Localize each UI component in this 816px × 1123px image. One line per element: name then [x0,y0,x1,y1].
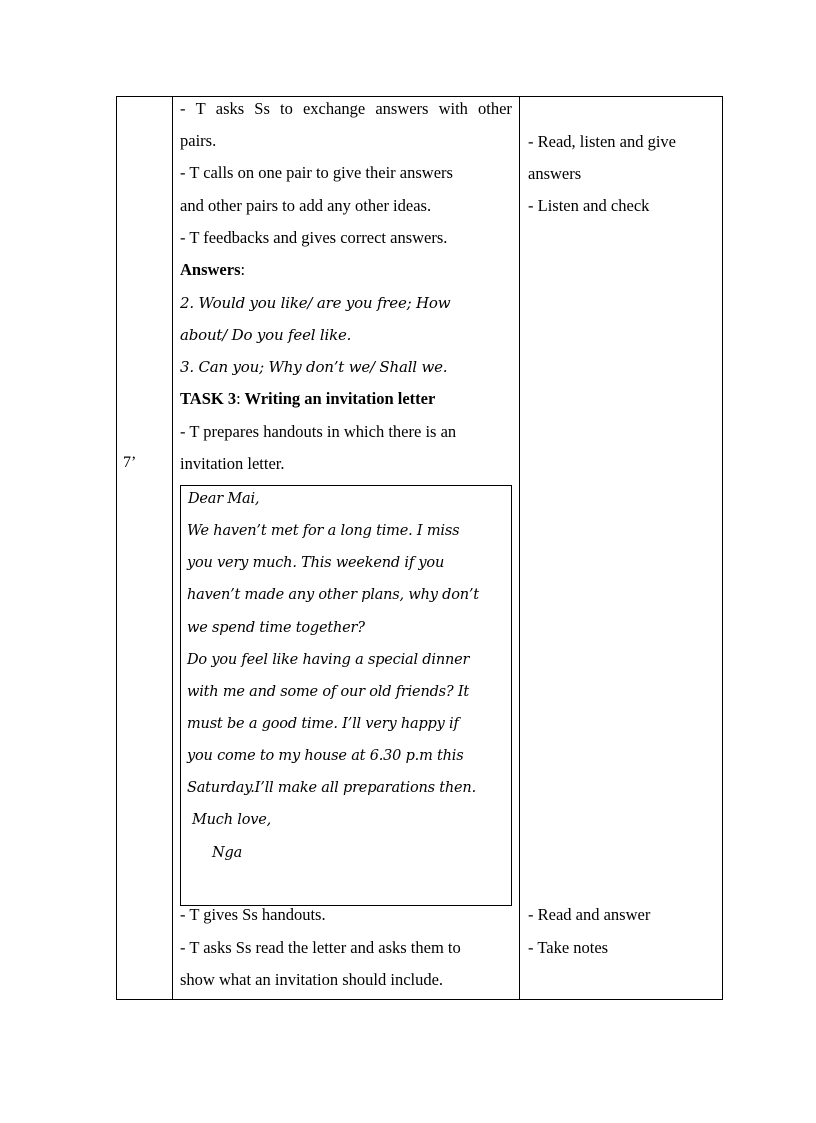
time-label: 7’ [123,454,137,471]
lesson-plan-table [116,96,723,1000]
student-line: answers [528,164,582,183]
teacher-line: invitation letter. [180,454,285,473]
student-activities-column [520,97,722,999]
task-title: Writing an invitation letter [240,389,436,408]
letter-line: must be a good time. I’ll very happy if [187,716,459,732]
answer-line: about/ Do you feel like. [180,326,352,344]
teacher-line: show what an invitation should include. [180,970,444,989]
teacher-line: pairs. [180,131,217,150]
answers-colon: : [240,260,246,279]
letter-greeting: Dear Mai, [188,491,260,507]
word: asks [215,99,245,118]
teacher-line [180,98,512,120]
letter-line: you come to my house at 6.30 p.m this [187,748,464,764]
letter-line: haven’t made any other plans, why don’t [187,587,479,603]
task-heading [180,388,435,410]
letter-line: with me and some of our old friends? It [187,684,470,700]
word: - [180,99,186,118]
teacher-activities-column [173,97,520,999]
time-column [117,97,173,999]
letter-line: We haven’t met for a long time. I miss [187,523,460,539]
word: with [438,99,468,118]
student-line: - Listen and check [528,196,650,215]
teacher-line: - T feedbacks and gives correct answers. [180,228,448,247]
student-line: - Read and answer [528,905,651,924]
task-label: TASK 3 [180,389,237,408]
teacher-line: - T prepares handouts in which there is an [180,422,457,441]
teacher-line: - T asks Ss read the letter and asks them to [180,938,461,957]
answer-line: 2. Would you like/ are you free; How [180,294,451,312]
word: exchange [302,99,366,118]
teacher-line: - T gives Ss handouts. [180,905,326,924]
teacher-line: - T calls on one pair to give their answers [180,163,453,182]
answer-line: 3. Can you; Why don’t we/ Shall we. [180,358,448,376]
word: answers [375,99,429,118]
letter-line: Saturday.I’ll make all preparations then. [187,780,476,796]
word: Ss [254,99,270,118]
letter-signature: Nga [212,845,243,861]
word: to [280,99,293,118]
letter-line: we spend time together? [187,620,365,636]
teacher-line: and other pairs to add any other ideas. [180,196,432,215]
letter-closing: Much love, [192,812,272,828]
word: other [478,99,512,118]
word: T [195,99,206,118]
student-line: - Read, listen and give [528,132,677,151]
invitation-letter-box [180,485,512,906]
letter-line: Do you feel like having a special dinner [187,652,470,668]
task-colon: : [236,389,241,408]
letter-line: you very much. This weekend if you [187,555,445,571]
answers-label: Answers [180,260,241,279]
answers-heading [180,259,245,281]
student-line: - Take notes [528,938,609,957]
